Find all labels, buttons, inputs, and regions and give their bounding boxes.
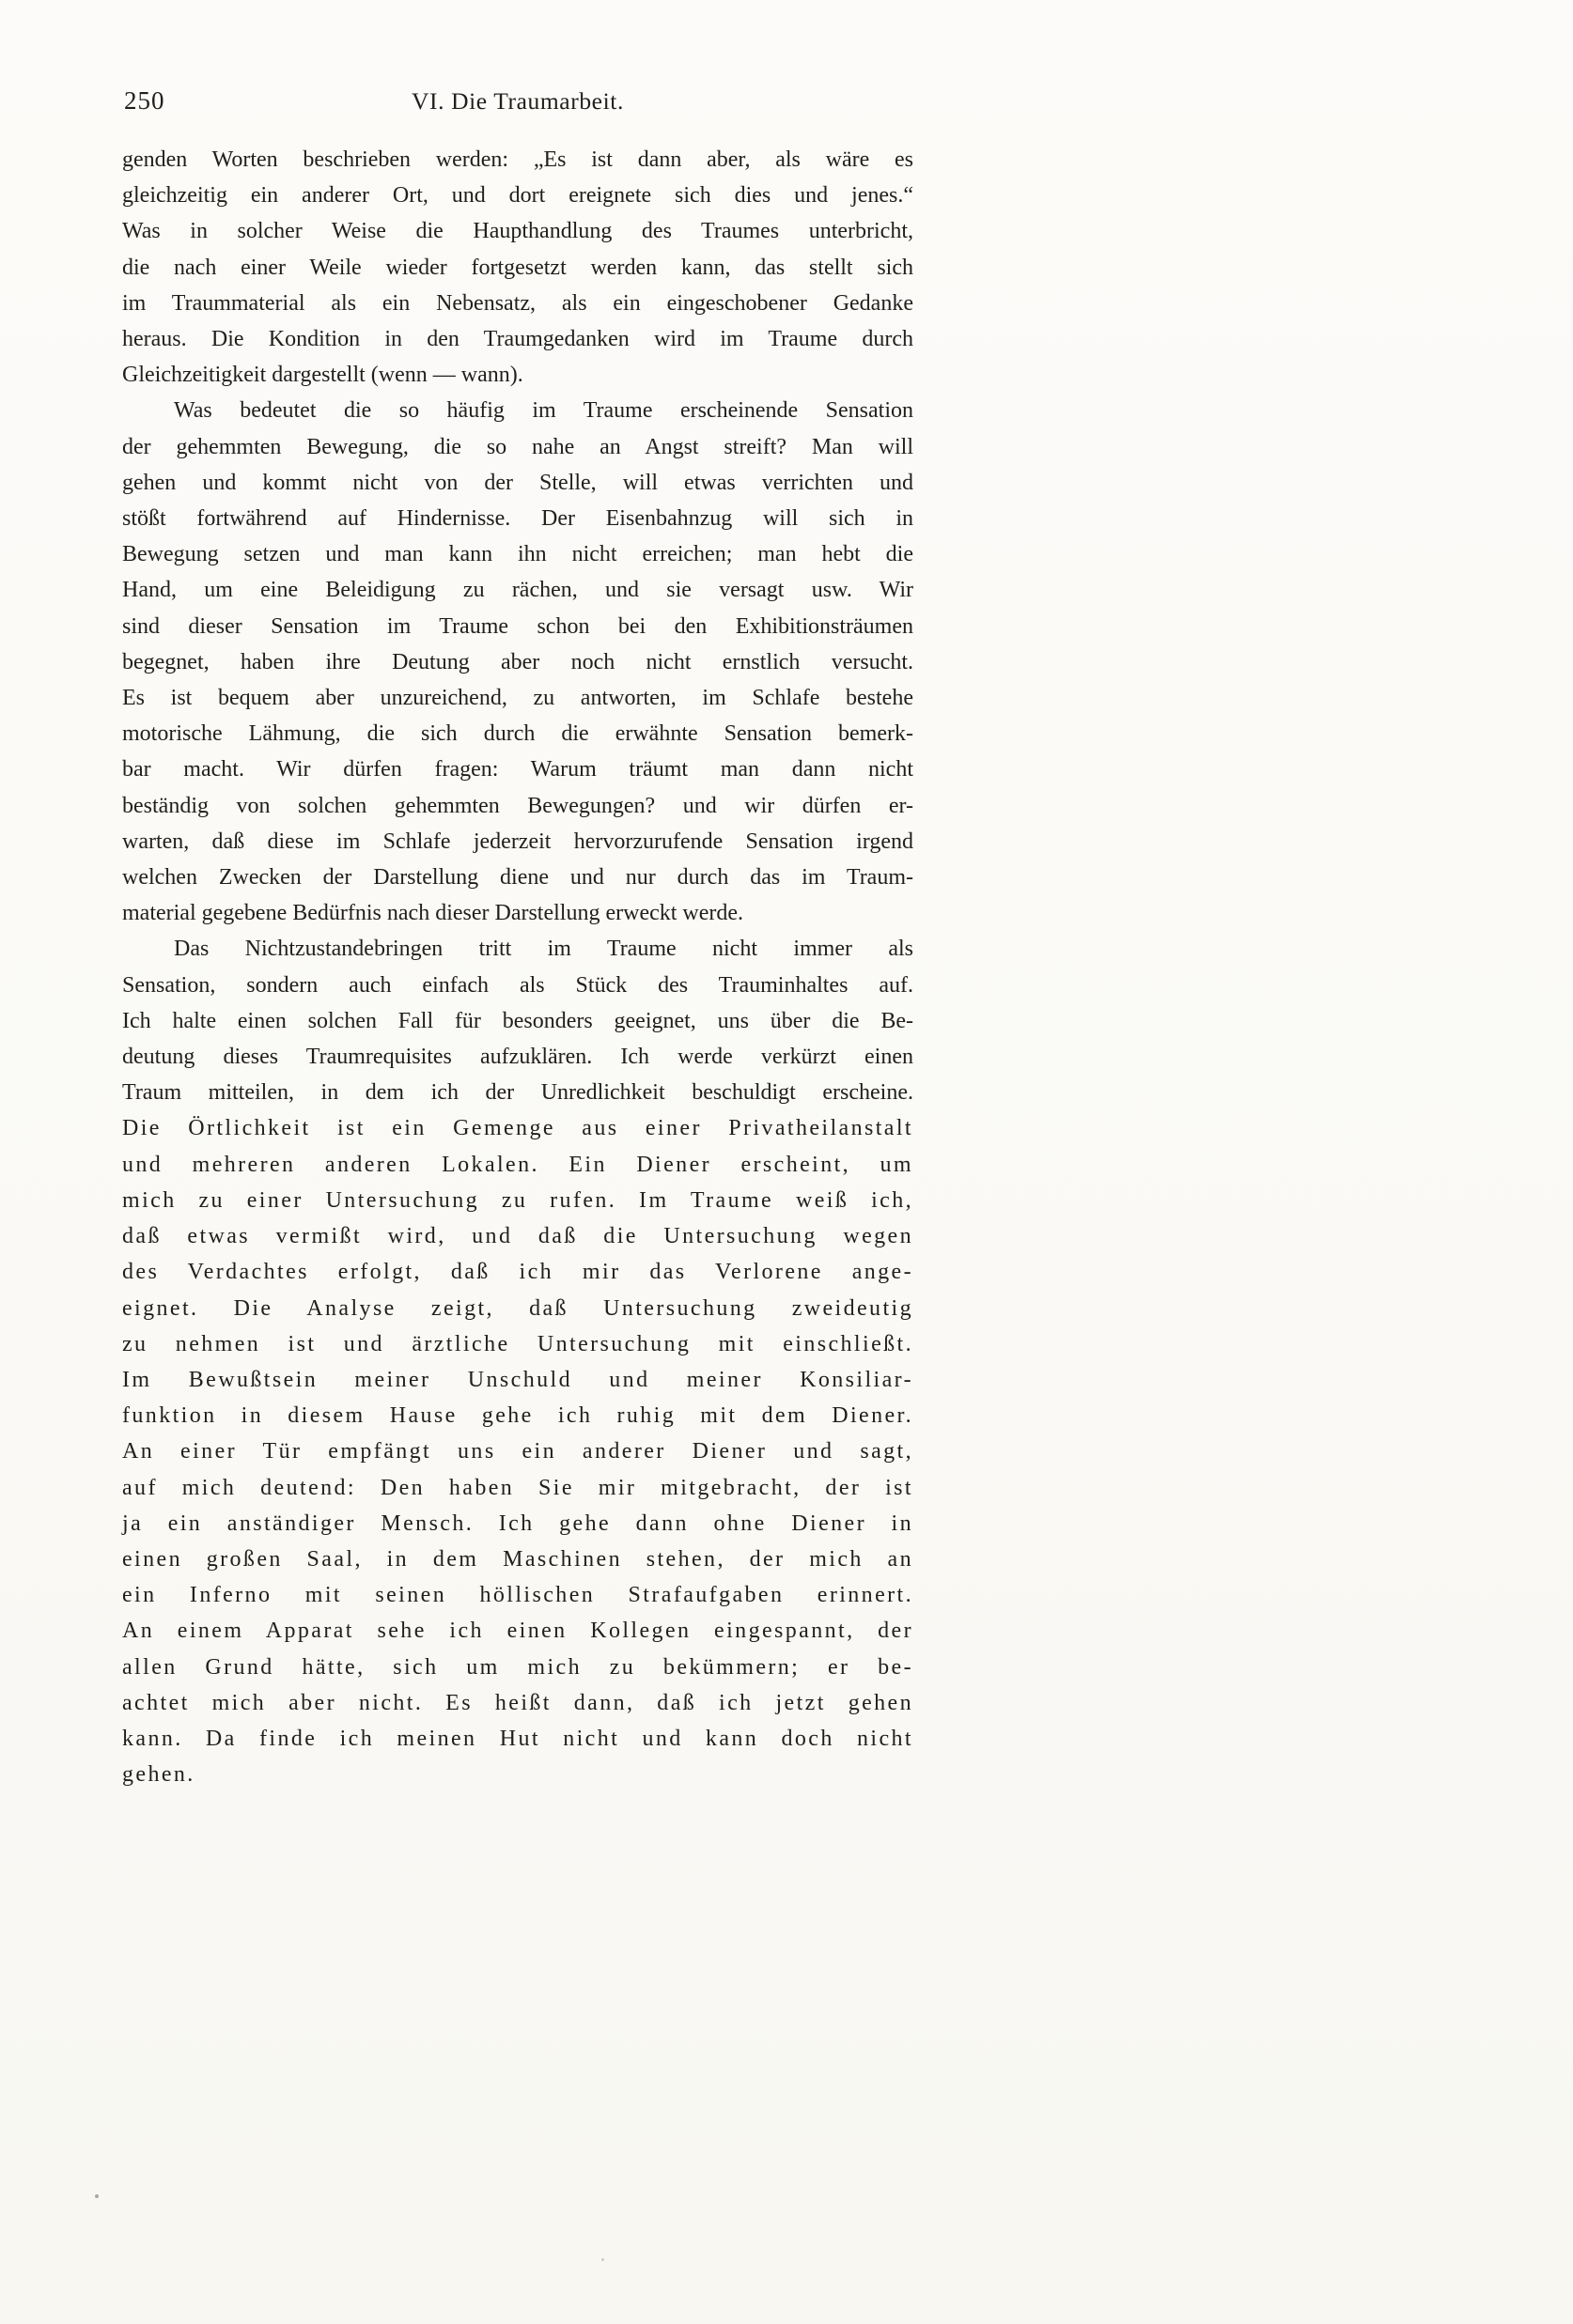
text-line: funktion in diesem Hause gehe ich ruhig mit dem Diener. — [122, 1403, 913, 1429]
text-line: die nach einer Weile wieder fortgesetzt werden kann, das stellt sich — [122, 255, 913, 280]
text-line: genden Worten beschrieben werden: „Es ist dann aber, als wäre es — [122, 147, 913, 172]
text-line: gleichzeitig ein anderer Ort, und dort ereignete sich dies und jenes.“ — [122, 183, 913, 209]
text-line: bar macht. Wir dürfen fragen: Warum träumt man dann nicht — [122, 757, 913, 782]
text-line: ja ein anständiger Mensch. Ich gehe dann ohne Diener in — [122, 1511, 913, 1536]
running-title: VI. Die Traumarbeit. — [412, 87, 624, 115]
text-line: einen großen Saal, in dem Maschinen stehen, der mich an — [122, 1546, 913, 1572]
text-line: ein Inferno mit seinen höllischen Strafaufgaben erinnert. — [122, 1583, 913, 1608]
text-line: der gehemmten Bewegung, die so nahe an Angst streift? Man will — [122, 434, 913, 459]
text-line: achtet mich aber nicht. Es heißt dann, daß ich jetzt gehen — [122, 1690, 913, 1715]
text-line: An einer Tür empfängt uns ein anderer Diener und sagt, — [122, 1439, 913, 1464]
page-number: 250 — [124, 86, 165, 115]
text-line: begegnet, haben ihre Deutung aber noch nicht ernstlich versucht. — [122, 649, 913, 674]
text-line: gehen. — [122, 1762, 195, 1788]
text-line: und mehreren anderen Lokalen. Ein Diener erscheint, um — [122, 1152, 913, 1177]
text-line: warten, daß diese im Schlafe jederzeit hervorzurufende Sensation irgend — [122, 829, 913, 854]
paragraph — [122, 142, 913, 393]
text-line: beständig von solchen gehemmten Bewegungen? und wir dürfen er- — [122, 793, 913, 818]
text-line: des Verdachtes erfolgt, daß ich mir das Verlorene ange- — [122, 1260, 913, 1285]
text-line: sind dieser Sensation im Traume schon bei den Exhibitionsträumen — [122, 613, 913, 639]
scan-artifact — [95, 2194, 99, 2198]
text-line: Was in solcher Weise die Haupthandlung des Traumes unterbricht, — [122, 219, 913, 244]
text-line: Sensation, sondern auch einfach als Stück des Trauminhaltes auf. — [122, 972, 913, 998]
text-line: eignet. Die Analyse zeigt, daß Untersuchung zweideutig — [122, 1295, 913, 1321]
text-line: im Traummaterial als ein Nebensatz, als ein eingeschobener Gedanke — [122, 290, 913, 316]
text-line: daß etwas vermißt wird, und daß die Untersuchung wegen — [122, 1224, 913, 1249]
text-line: mich zu einer Untersuchung zu rufen. Im Traume weiß ich, — [122, 1187, 913, 1213]
text-line: Es ist bequem aber unzureichend, zu antworten, im Schlafe bestehe — [122, 686, 913, 711]
text-line: material gegebene Bedürfnis nach dieser Darstellung erweckt werde. — [122, 901, 744, 926]
text-line: heraus. Die Kondition in den Traumgedanken wird im Traume durch — [122, 327, 913, 352]
text-line: motorische Lähmung, die sich durch die erwähnte Sensation bemerk- — [122, 721, 913, 747]
paragraph — [122, 393, 913, 931]
text-line: Bewegung setzen und man kann ihn nicht erreichen; man hebt die — [122, 542, 913, 567]
paragraph — [122, 931, 913, 1792]
text-line: deutung dieses Traumrequisites aufzuklären. Ich werde verkürzt einen — [122, 1045, 913, 1070]
text-body — [122, 142, 913, 1792]
text-line: stößt fortwährend auf Hindernisse. Der Eisenbahnzug will sich in — [122, 506, 913, 532]
text-line: Die Örtlichkeit ist ein Gemenge aus einer Privatheilanstalt — [122, 1116, 913, 1141]
text-line: Hand, um eine Beleidigung zu rächen, und sie versagt usw. Wir — [122, 578, 913, 603]
text-line: Im Bewußtsein meiner Unschuld und meiner Konsiliar- — [122, 1367, 913, 1392]
text-line: allen Grund hätte, sich um mich zu bekümmern; er be- — [122, 1654, 913, 1680]
text-line: zu nehmen ist und ärztliche Untersuchung mit einschließt. — [122, 1331, 913, 1356]
text-line: Traum mitteilen, in dem ich der Unredlichkeit beschuldigt erscheine. — [122, 1080, 913, 1106]
text-line: Das Nichtzustandebringen tritt im Traume nicht immer als — [174, 937, 913, 962]
text-line: Was bedeutet die so häufig im Traume erscheinende Sensation — [174, 398, 913, 424]
text-line: Ich halte einen solchen Fall für besonders geeignet, uns über die Be- — [122, 1008, 913, 1033]
text-line: An einem Apparat sehe ich einen Kollegen eingespannt, der — [122, 1619, 913, 1644]
text-line: welchen Zwecken der Darstellung diene und nur durch das im Traum- — [122, 865, 913, 891]
scan-artifact — [601, 2258, 604, 2261]
text-line: Gleichzeitigkeit dargestellt (wenn — wann). — [122, 363, 523, 388]
text-line: auf mich deutend: Den haben Sie mir mitgebracht, der ist — [122, 1475, 913, 1500]
text-line: kann. Da finde ich meinen Hut nicht und kann doch nicht — [122, 1726, 913, 1751]
text-line: gehen und kommt nicht von der Stelle, will etwas verrichten und — [122, 470, 913, 495]
running-header — [122, 86, 913, 122]
